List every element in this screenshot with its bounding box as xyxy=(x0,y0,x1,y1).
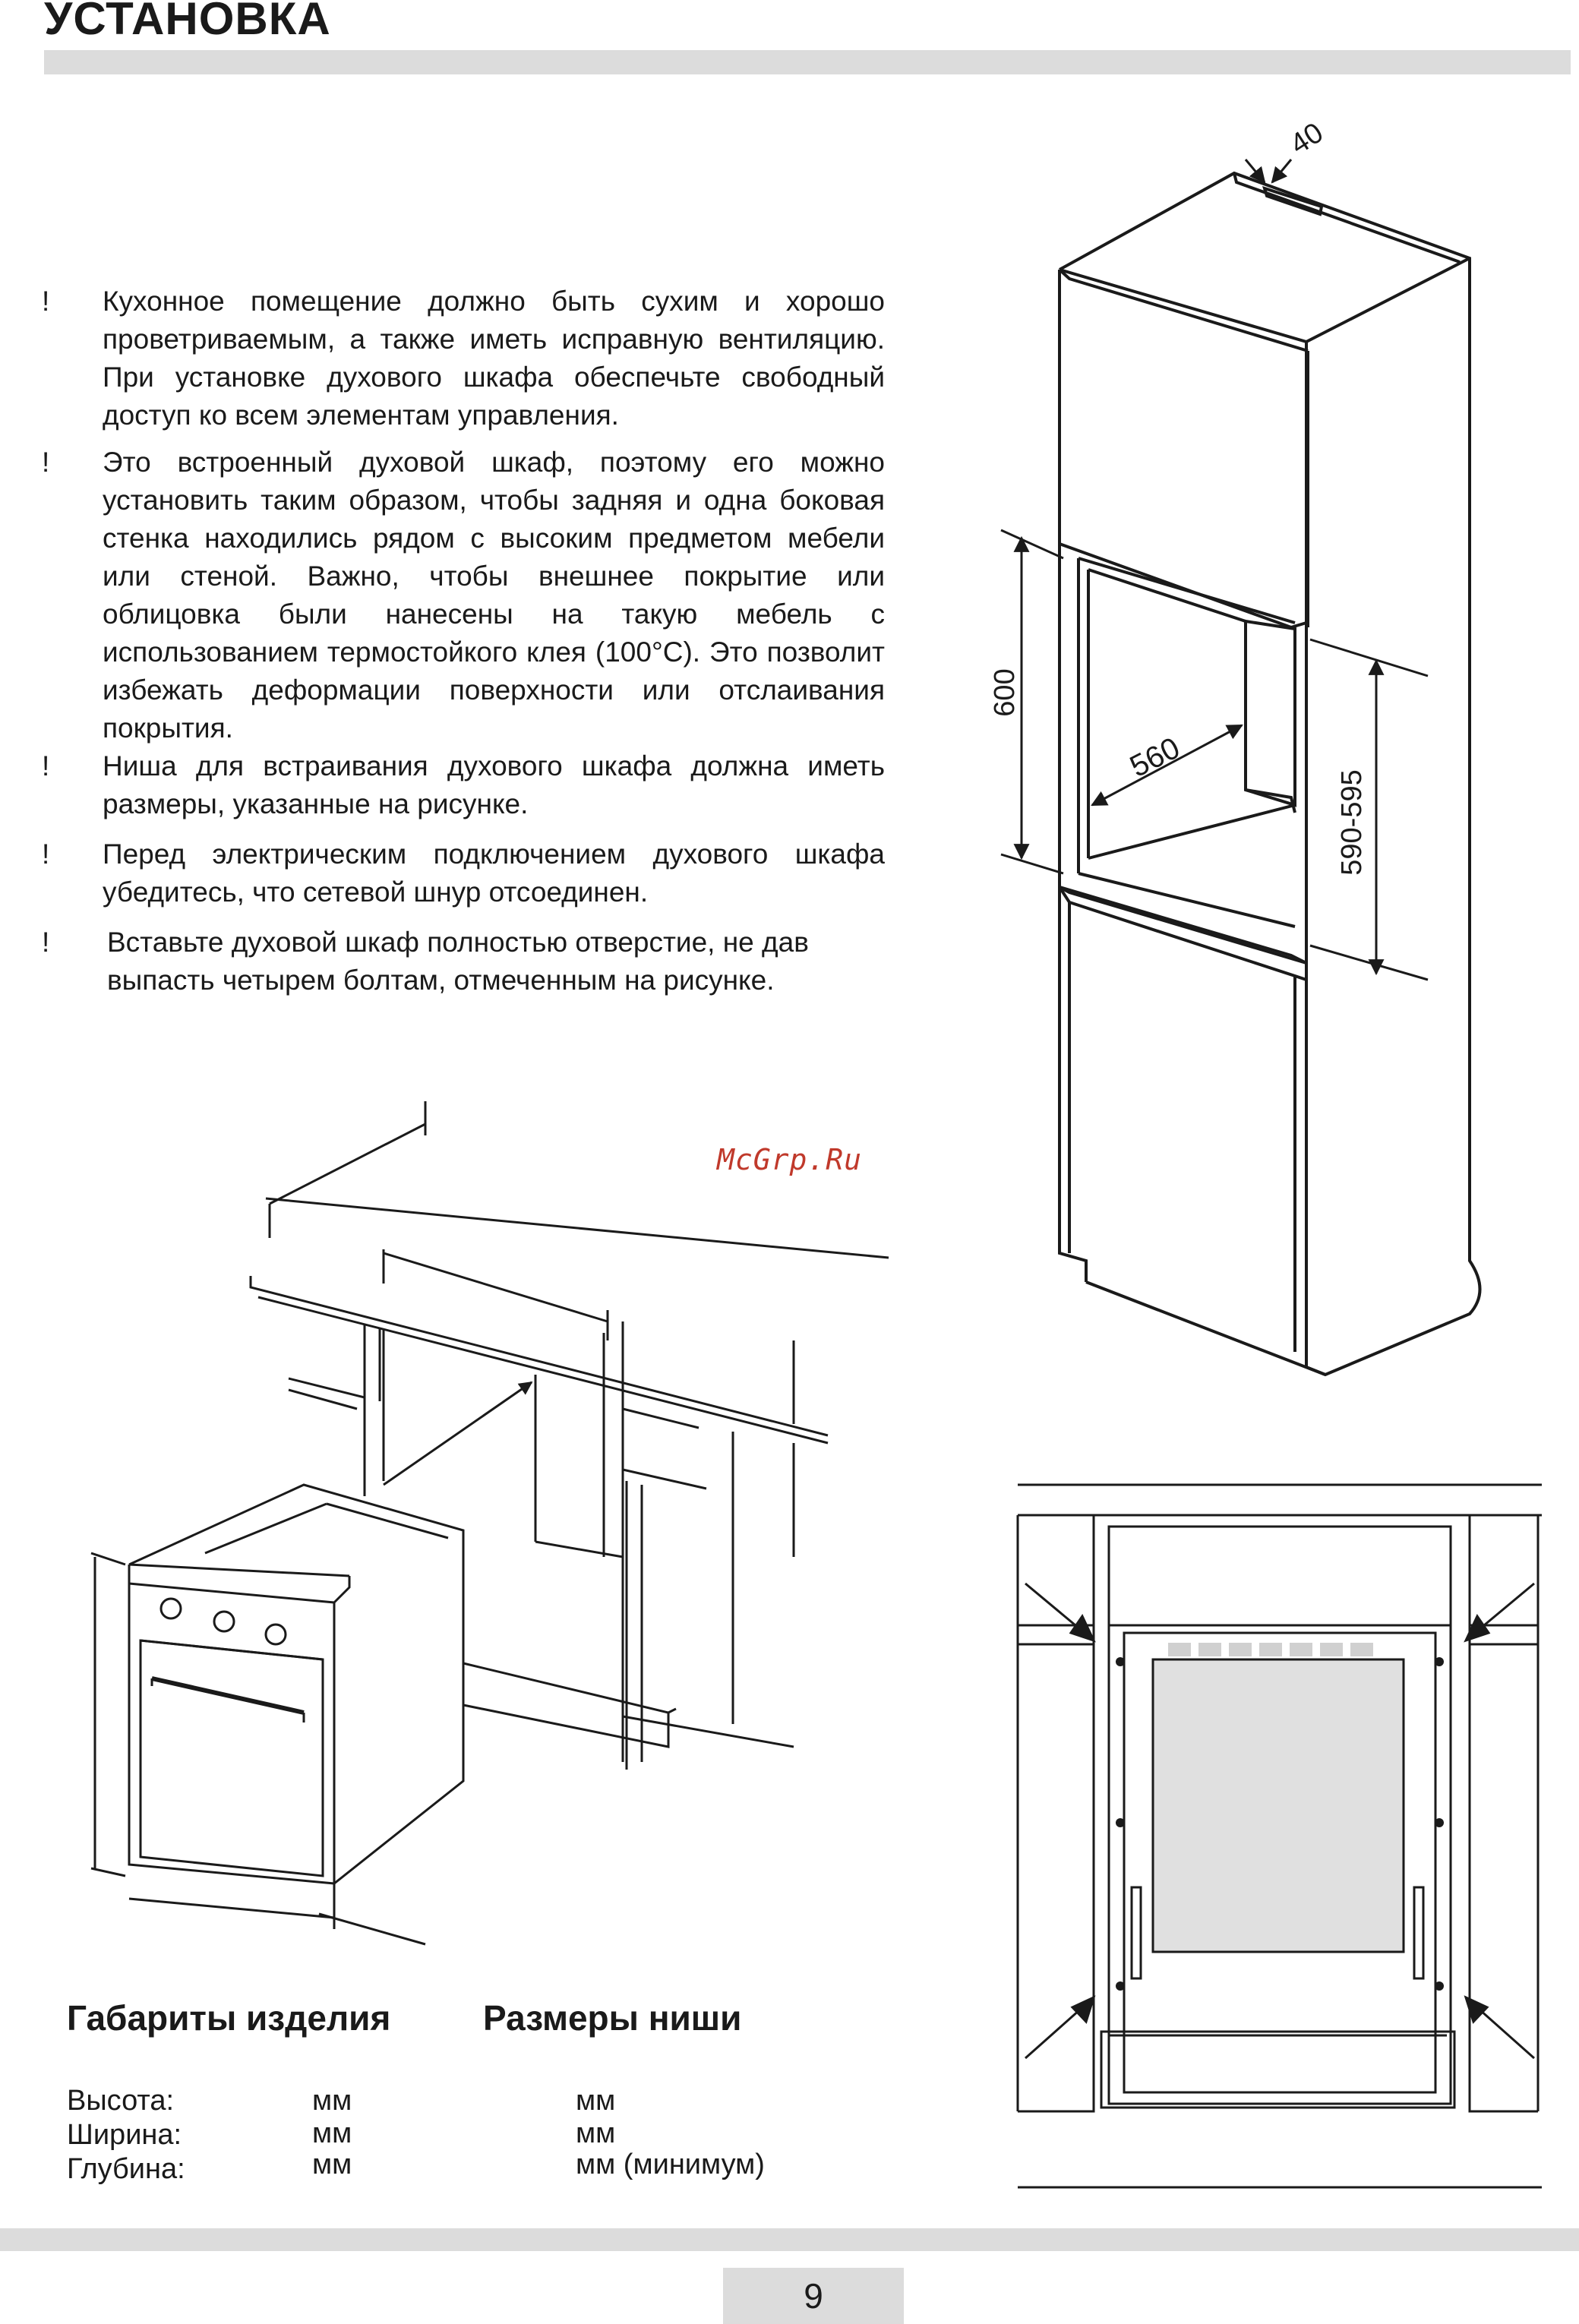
instruction-text: Ниша для встраивания духового шкафа должна иметь размеры, указанные на рисунке. xyxy=(103,750,885,819)
instruction-text: Вставьте духовой шкаф полностью отверстие, не дав выпасть четырем болтам, отмеченным на рисунке. xyxy=(107,927,809,996)
instruction-text: Перед электрическим подключением духового шкафа убедитесь, что сетевой шнур отсоединен. xyxy=(103,838,885,908)
bolt-marker xyxy=(1116,1818,1125,1827)
dim-label-590-595: 590-595 xyxy=(1336,769,1368,876)
instructions-list xyxy=(42,283,885,999)
product-dimensions-heading: Габариты изделия xyxy=(67,1998,391,2038)
niche-unit: мм (минимум) xyxy=(576,2149,765,2180)
dim-label-40: 40 xyxy=(1284,116,1329,161)
instruction-item xyxy=(42,444,885,747)
warning-marker: ! xyxy=(42,286,50,317)
instruction-text: Кухонное помещение должно быть сухим и хорошо проветриваемым, а также иметь исправную вентиляцию. При установке духового шкафа обеспечьте свободный доступ ко всем элементам управления. xyxy=(103,286,885,431)
bolt-marker xyxy=(1435,1657,1444,1666)
dimension-label: Высота: xyxy=(67,2085,175,2117)
bolt-marker xyxy=(1435,1818,1444,1827)
instruction-text: Это встроенный духовой шкаф, поэтому его можно установить таким образом, чтобы задняя и одна боковая стенка находились рядом с высоким предметом мебели или стеной. Важно, чтобы внешнее покрытие или облицовка были нанесены на такую мебель с использованием термостойкого клея (100°C). Это позволит избежать деформации поверхности или отслаивания покрытия. xyxy=(103,447,885,744)
niche-unit: мм xyxy=(576,2085,616,2117)
warning-marker: ! xyxy=(42,838,50,870)
warning-marker: ! xyxy=(42,927,50,958)
bolt-marker xyxy=(1435,1981,1444,1991)
dimension-row-depth xyxy=(67,2149,826,2188)
dimensions-table xyxy=(67,1997,826,2195)
niche-unit: мм xyxy=(576,2117,616,2149)
instruction-item xyxy=(42,747,885,823)
cabinet-niche-diagram xyxy=(972,91,1565,1397)
footer-divider-bar xyxy=(0,2228,1579,2251)
page-number: 9 xyxy=(723,2268,904,2324)
dim-label-600: 600 xyxy=(989,668,1021,717)
product-unit: мм xyxy=(312,2117,352,2149)
page-title: УСТАНОВКА xyxy=(44,0,331,44)
bolt-marker xyxy=(1116,1981,1125,1991)
dim-label-560: 560 xyxy=(1124,731,1186,785)
header-divider-bar xyxy=(44,50,1571,74)
instruction-item xyxy=(42,835,885,911)
bolt-marker xyxy=(1116,1657,1125,1666)
warning-marker: ! xyxy=(42,447,50,478)
niche-dimensions-heading: Размеры ниши xyxy=(483,1998,742,2038)
watermark-text: McGrp.Ru xyxy=(717,1143,863,1176)
dimension-row-height xyxy=(67,2085,826,2120)
instruction-item xyxy=(42,924,885,999)
product-unit: мм xyxy=(312,2085,352,2117)
oven-insertion-diagram xyxy=(84,1094,919,1959)
dimension-label: Глубина: xyxy=(67,2153,185,2185)
dimension-label: Ширина: xyxy=(67,2119,182,2151)
product-unit: мм xyxy=(312,2149,352,2180)
warning-marker: ! xyxy=(42,750,50,782)
instruction-item xyxy=(42,283,885,434)
oven-front-bolts-diagram xyxy=(1010,1473,1557,2195)
